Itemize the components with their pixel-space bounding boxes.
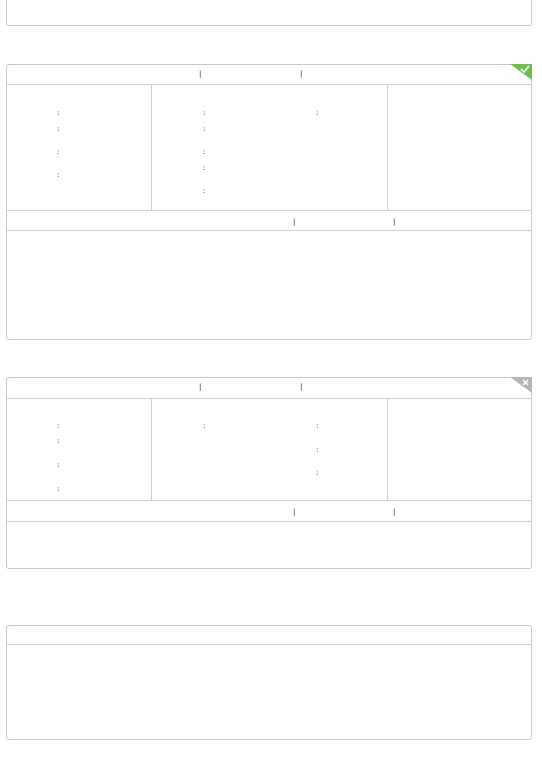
colon: : <box>57 422 60 430</box>
colon: : <box>57 109 60 117</box>
colon: : <box>203 109 206 117</box>
divider <box>151 398 152 500</box>
enquiry-table <box>6 625 532 740</box>
colon: : <box>316 109 319 117</box>
colon: : <box>316 446 319 454</box>
colon: : <box>57 461 60 469</box>
divider <box>6 500 532 501</box>
divider <box>387 84 388 210</box>
divider <box>6 644 532 645</box>
divider-pipe: | <box>393 508 396 516</box>
previous-account-tail <box>6 0 532 26</box>
divider-pipe: | <box>199 70 202 78</box>
colon: : <box>57 125 60 133</box>
colon: : <box>316 469 319 477</box>
divider <box>6 230 532 231</box>
divider <box>6 84 532 85</box>
colon: : <box>203 125 206 133</box>
divider-pipe: | <box>300 383 303 391</box>
active-check-icon <box>510 64 532 80</box>
colon: : <box>203 422 206 430</box>
divider-pipe: | <box>300 70 303 78</box>
colon: : <box>57 148 60 156</box>
divider-pipe: | <box>393 218 396 226</box>
inactive-close-icon <box>510 377 532 393</box>
divider <box>151 84 152 210</box>
divider-pipe: | <box>293 508 296 516</box>
divider <box>6 398 532 399</box>
divider <box>6 521 532 522</box>
divider <box>6 210 532 211</box>
colon: : <box>57 171 60 179</box>
colon: : <box>57 437 60 445</box>
colon: : <box>316 422 319 430</box>
colon: : <box>57 485 60 493</box>
divider-pipe: | <box>199 383 202 391</box>
colon: : <box>203 187 206 195</box>
account-31-card <box>6 377 532 569</box>
colon: : <box>203 148 206 156</box>
colon: : <box>203 164 206 172</box>
divider-pipe: | <box>293 218 296 226</box>
account-30-card <box>6 64 532 340</box>
divider <box>387 398 388 500</box>
